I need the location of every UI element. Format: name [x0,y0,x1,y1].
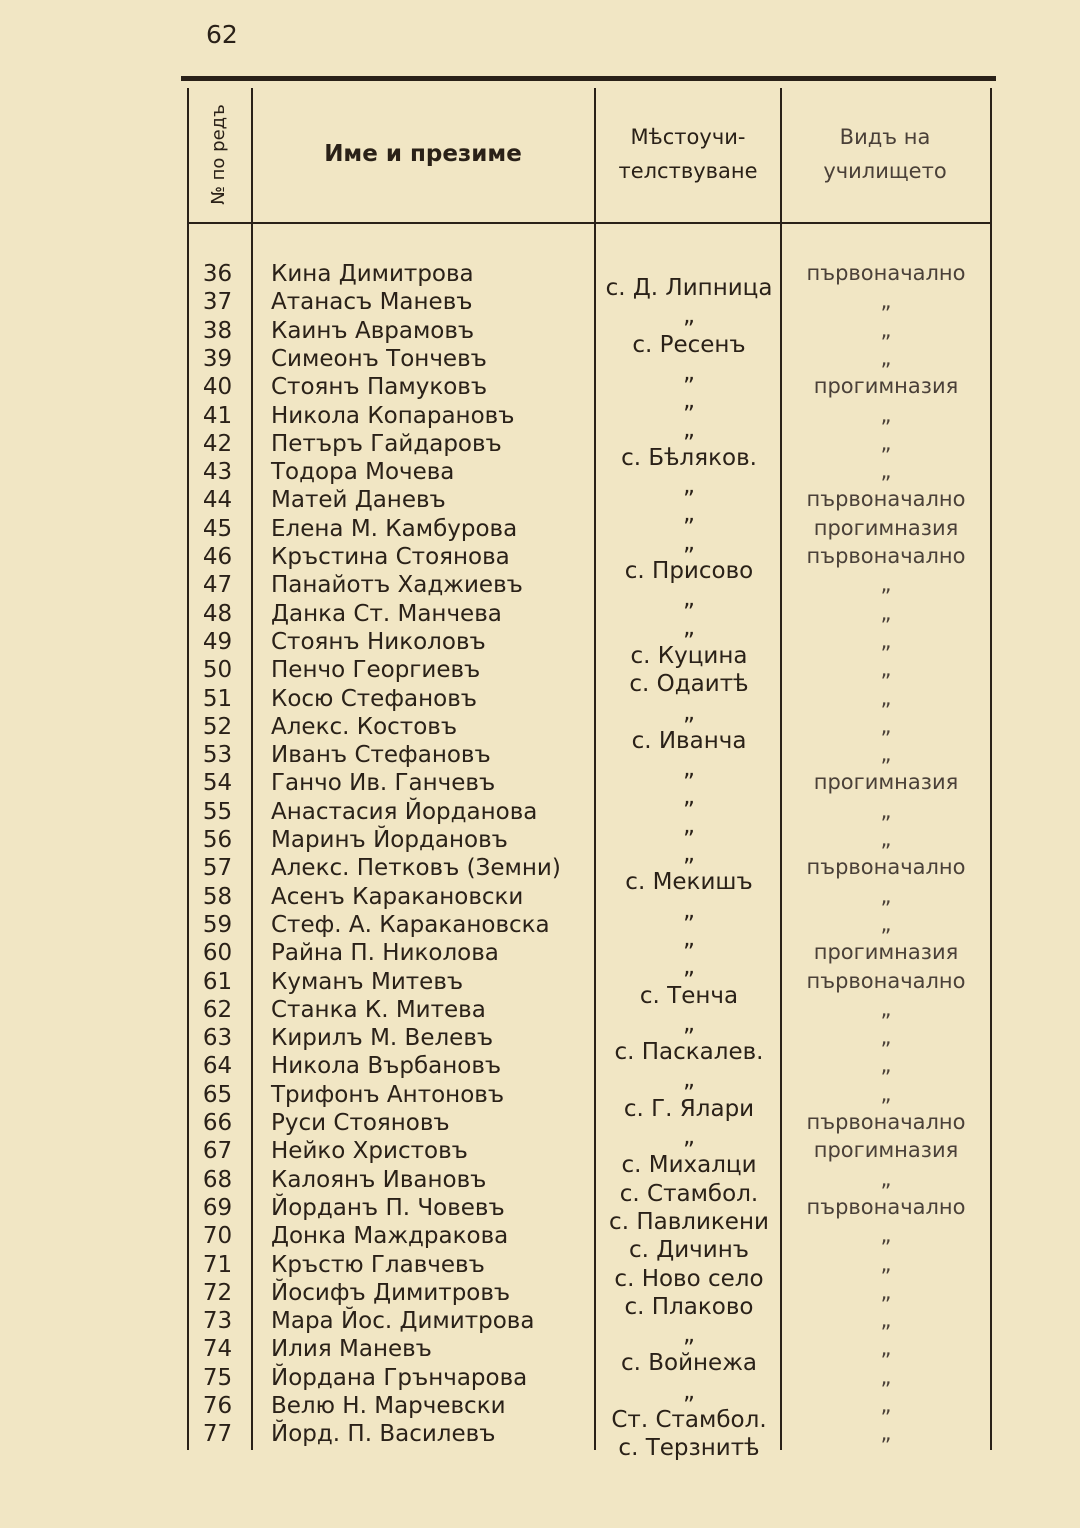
place-of-teaching: с. Плаково [624,1293,754,1320]
table-row [0,428,1080,471]
header-place: Мѣстоучи- телствуване [618,125,758,183]
page-number: 62 [206,20,238,49]
table-row [0,1333,1080,1377]
place-of-teaching: „ [683,529,695,556]
table-row [0,286,1080,330]
place-of-teaching: „ [683,897,695,924]
school-type: първоначално [806,544,966,568]
place-of-teaching: „ [683,841,695,867]
place-of-teaching: „ [683,359,695,386]
row-number: 65 [202,1081,233,1108]
place-of-teaching: с. Присово [624,558,754,584]
person-name: Кръстю Главчевъ [271,1251,485,1278]
school-type: „ [880,345,892,370]
table-row [0,767,1080,811]
person-name: Маринъ Йордановъ [271,827,508,853]
school-type: „ [880,600,892,625]
table-row [0,1135,1080,1179]
table-row [0,1390,1080,1433]
person-name: Стоянъ Николовъ [271,628,486,655]
row-number: 67 [202,1138,233,1165]
person-name: Атанасъ Маневъ [271,289,473,316]
person-name: Симеонъ Тончевъ [271,345,487,372]
row-number: 49 [202,628,233,655]
place-of-teaching: „ [683,1010,695,1037]
place-of-teaching: „ [683,954,695,981]
table-row [0,400,1080,443]
person-name: Руси Стояновъ [271,1110,450,1136]
table-row [0,1277,1080,1320]
person-name: Ганчо Ив. Ганчевъ [271,770,496,797]
person-name: Анастасия Йорданова [271,798,538,825]
school-type: „ [880,657,892,682]
person-name: Трифонъ Антоновъ [271,1081,505,1108]
school-type: „ [880,798,892,823]
person-name: Панайотъ Хаджиевъ [271,572,523,599]
person-name: Йосифъ Димитровъ [271,1279,511,1306]
table-row [0,626,1080,669]
person-name: Никола Копарановъ [271,402,515,429]
row-number: 69 [202,1194,233,1221]
place-of-teaching: с. Паскалев. [614,1039,764,1066]
row-number: 46 [202,544,233,570]
row-number: 37 [202,289,233,316]
place-of-teaching: с. Бѣляков. [621,444,757,471]
table-row [0,1050,1080,1094]
person-name: Куманъ Митевъ [271,968,464,995]
table-row [0,1192,1080,1235]
table-row [0,598,1080,641]
person-name: Пенчо Георгиевъ [271,657,481,684]
row-number: 51 [202,685,233,712]
header-school-type: Видъ на училището [823,125,947,183]
person-name: Мара Йос. Димитрова [271,1308,535,1335]
row-number: 57 [202,855,233,882]
table-row [0,343,1080,386]
place-of-teaching: „ [683,416,695,443]
row-number: 38 [202,317,233,344]
school-type: „ [880,1223,892,1248]
place-of-teaching: с. Тенча [639,982,739,1009]
person-name: Иванъ Стефановъ [271,742,491,769]
school-type: „ [880,1364,892,1389]
row-number: 63 [202,1025,233,1052]
row-number: 40 [202,374,233,401]
school-type: „ [880,628,892,653]
row-number: 44 [202,487,233,514]
school-type: първоначално [806,1110,966,1134]
place-of-teaching: „ [683,784,695,811]
person-name: Никола Върбановъ [271,1053,502,1080]
table-row [0,654,1080,698]
top-rule [181,76,996,81]
school-type: прогимназия [813,770,959,795]
school-type: първоначално [806,1194,966,1219]
table-row [0,683,1080,726]
row-number: 73 [202,1308,233,1335]
school-type: първоначално [806,487,966,512]
row-number: 48 [202,600,233,627]
place-of-teaching: „ [683,925,695,952]
place-of-teaching: „ [683,1124,695,1150]
row-number: 54 [202,770,233,797]
table-row [0,1362,1080,1405]
place-of-teaching: „ [683,501,695,528]
table-row [0,1418,1080,1462]
table-row [0,258,1080,301]
person-name: Донка Маждракова [271,1223,509,1250]
place-of-teaching: с. Одаитѣ [629,671,749,698]
person-name: Тодора Мочева [271,459,455,486]
table-row [0,371,1080,415]
school-type: „ [880,1251,892,1276]
school-type: „ [880,827,892,851]
table-row [0,824,1080,867]
person-name: Матей Даневъ [271,487,446,514]
row-number: 71 [202,1251,233,1278]
person-name: Елена М. Камбурова [271,515,518,542]
row-number: 66 [202,1110,233,1136]
school-type: „ [880,572,892,597]
school-type: първоначално [806,968,966,993]
school-type: „ [880,430,892,455]
person-name: Калоянъ Ивановъ [271,1166,487,1193]
table-row [0,1220,1080,1264]
row-number: 47 [202,572,233,599]
table-row [0,1305,1080,1349]
row-number: 60 [202,940,233,967]
row-number: 61 [202,968,233,995]
school-type: „ [880,459,892,484]
person-name: Станка К. Митева [271,996,486,1023]
school-type: „ [880,1166,892,1191]
row-number: 70 [202,1223,233,1250]
school-type: „ [880,742,892,767]
row-number: 58 [202,883,233,910]
row-number: 50 [202,657,233,684]
school-type: „ [880,317,892,342]
table-row [0,796,1080,839]
person-name: Райна П. Николова [271,940,499,967]
row-number: 76 [202,1393,233,1419]
row-number: 41 [202,402,233,429]
row-number: 53 [202,742,233,769]
school-type: „ [880,883,892,908]
table-row [0,1022,1080,1066]
place-of-teaching: с. Ресенъ [632,331,746,358]
person-name: Кръстина Стоянова [271,544,510,570]
table-row [0,994,1080,1037]
place-of-teaching: с. Ново село [614,1265,764,1292]
school-type: „ [880,713,892,738]
school-type: прогимназия [813,1138,959,1163]
place-of-teaching: „ [683,699,695,726]
school-type: „ [880,1081,892,1106]
person-name: Алекс. Костовъ [271,713,458,740]
school-type: „ [880,1279,892,1304]
school-type: „ [880,1421,892,1446]
row-number: 45 [202,515,233,542]
table-row [0,1107,1080,1150]
school-type: „ [880,685,892,710]
table-row [0,569,1080,613]
row-number: 74 [202,1336,233,1363]
person-name: Илия Маневъ [271,1336,432,1363]
place-of-teaching: „ [683,1067,695,1094]
table-row [0,909,1080,952]
person-name: Данка Ст. Манчева [271,600,502,627]
person-name: Стеф. А. Каракановска [271,911,550,938]
place-of-teaching: с. Мекишъ [625,869,753,896]
place-of-teaching: с. Михалци [621,1152,757,1179]
table-row [0,1249,1080,1292]
row-number: 59 [202,911,233,938]
place-of-teaching: „ [683,756,695,783]
row-number: 36 [202,261,233,287]
place-of-teaching: „ [683,586,695,613]
school-type: „ [880,996,892,1021]
person-name: Нейко Христовъ [271,1138,468,1165]
school-type: „ [880,1025,892,1050]
place-of-teaching: „ [683,812,695,839]
person-name: Стоянъ Памуковъ [271,374,488,401]
row-number: 42 [202,430,233,457]
row-number: 55 [202,798,233,825]
person-name: Петъръ Гайдаровъ [271,430,502,457]
person-name: Йорданъ П. Човевъ [271,1194,505,1221]
person-name: Йорд. П. Василевъ [271,1421,496,1448]
row-number: 52 [202,713,233,740]
table-row [0,711,1080,754]
school-type: прогимназия [813,374,959,399]
school-type: първоначално [806,855,966,880]
person-name: Алекс. Петковъ (Земни) [271,855,561,882]
school-type: „ [880,1053,892,1078]
place-of-teaching: с. Д. Липница [605,275,773,301]
school-type: „ [880,1336,892,1361]
person-name: Каинъ Аврамовъ [271,317,475,344]
place-of-teaching: „ [683,388,695,415]
place-of-teaching: Ст. Стамбол. [611,1407,767,1433]
place-of-teaching: „ [683,1322,695,1349]
school-type: „ [880,289,892,314]
row-number: 39 [202,345,233,372]
person-name: Кирилъ М. Велевъ [271,1025,494,1052]
place-of-teaching: с. Войнежа [620,1350,758,1377]
person-name: Велю Н. Марчевски [271,1393,506,1419]
table-row [0,852,1080,896]
person-name: Асенъ Каракановски [271,883,524,910]
row-number: 56 [202,827,233,853]
place-of-teaching: „ [683,473,695,500]
place-of-teaching: с. Терзнитѣ [618,1435,760,1462]
place-of-teaching: „ [683,303,695,330]
school-type: прогимназия [813,515,959,540]
row-number: 75 [202,1364,233,1391]
school-type: прогимназия [813,940,959,965]
school-type: първоначално [806,261,966,285]
row-number: 72 [202,1279,233,1306]
table-row [0,966,1080,1009]
person-name: Кина Димитрова [271,261,474,287]
place-of-teaching: с. Стамбол. [619,1180,759,1207]
header-rule [187,222,991,224]
row-number: 62 [202,996,233,1023]
table-row [0,541,1080,584]
place-of-teaching: с. Иванча [631,727,747,754]
place-of-teaching: „ [683,1378,695,1405]
row-number: 43 [202,459,233,486]
school-type: „ [880,1308,892,1333]
place-of-teaching: с. Дичинъ [628,1237,749,1264]
school-type: „ [880,1393,892,1417]
header-name: Име и презиме [324,141,522,167]
school-type: „ [880,402,892,427]
place-of-teaching: „ [683,614,695,641]
person-name: Йордана Грънчарова [271,1364,528,1391]
person-name: Косю Стефановъ [271,685,478,712]
row-number: 68 [202,1166,233,1193]
place-of-teaching: с. Павликени [609,1208,769,1235]
row-number: 77 [202,1421,233,1448]
place-of-teaching: с. Куцина [630,642,748,669]
place-of-teaching: с. Г. Ялари [623,1095,755,1122]
row-number: 64 [202,1053,233,1080]
table-row [0,881,1080,924]
school-type: „ [880,911,892,936]
table-row [0,315,1080,358]
header-number: № по редъ [207,103,229,205]
